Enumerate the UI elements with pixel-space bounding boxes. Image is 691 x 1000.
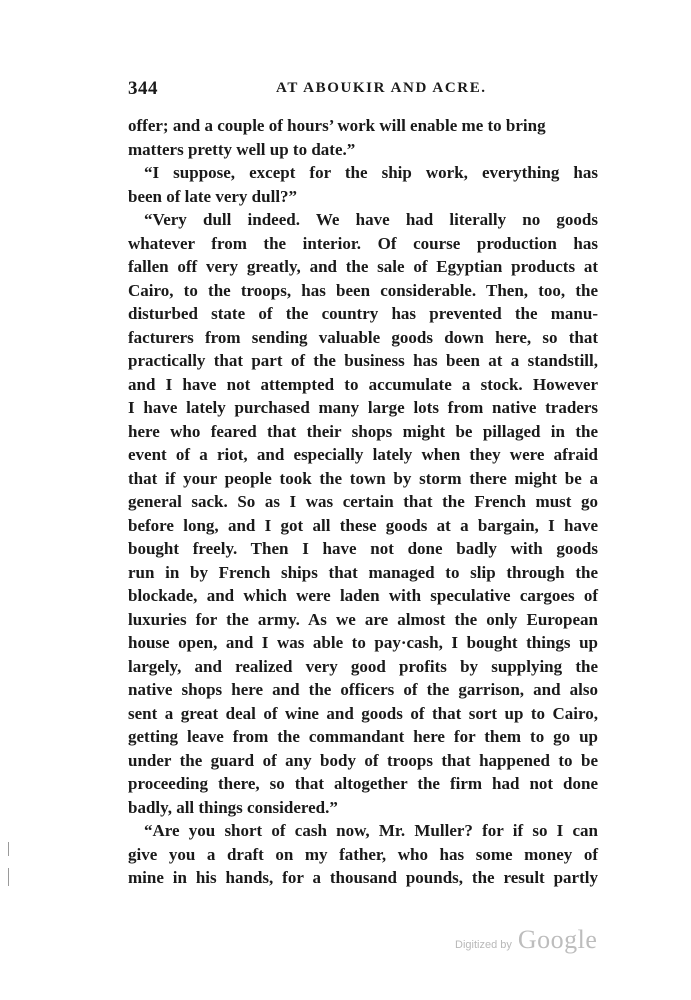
- text-line: under the guard of any body of troops that happened to be: [128, 750, 598, 770]
- running-title: AT ABOUKIR AND ACRE.: [276, 80, 487, 96]
- page-number: 344: [128, 78, 158, 99]
- text-line: badly, all things considered.”: [128, 797, 338, 817]
- text-line: run in by French ships that managed to slip through the: [128, 562, 598, 582]
- text-line: I have lately purchased many large lots from native traders: [128, 398, 598, 417]
- text-line: mine in his hands, for a thousand pounds, the result partly: [128, 868, 598, 887]
- text-line: native shops here and the officers of the garrison, and also: [128, 680, 598, 699]
- text-line: “Are you short of cash now, Mr. Muller? for if so I can: [144, 821, 598, 840]
- page-header: [128, 78, 598, 102]
- body-text: [128, 114, 598, 890]
- watermark-prefix: Digitized by: [455, 939, 512, 951]
- digitized-by-google-watermark: [455, 925, 597, 955]
- text-line: sent a great deal of wine and goods of that sort up to Cairo,: [128, 703, 598, 723]
- text-line: give you a draft on my father, who has some money of: [128, 844, 598, 864]
- text-line: facturers from sending valuable goods down here, so that: [128, 327, 598, 347]
- text-line: blockade, and which were laden with speculative cargoes of: [128, 586, 598, 605]
- scan-margin-mark: [8, 842, 9, 856]
- text-line: event of a riot, and especially lately when they were afraid: [128, 445, 598, 464]
- text-line: practically that part of the business has been at a standstill,: [128, 351, 598, 370]
- text-line: disturbed state of the country has prevented the manu-: [128, 304, 598, 323]
- text-line: getting leave from the commandant here for them to go up: [128, 727, 598, 746]
- text-line: house open, and I was able to pay·cash, I bought things up: [128, 633, 598, 652]
- google-logo: Google: [517, 925, 598, 954]
- text-line: “I suppose, except for the ship work, everything has: [144, 163, 598, 182]
- text-line: that if your people took the town by storm there might be a: [128, 468, 598, 488]
- text-line: offer; and a couple of hours’ work will enable me to bring: [128, 116, 546, 135]
- text-line: here who feared that their shops might be pillaged in the: [128, 421, 598, 441]
- text-line: proceeding there, so that altogether the firm had not done: [128, 774, 598, 793]
- text-line: luxuries for the army. As we are almost the only European: [128, 609, 598, 629]
- text-line: Cairo, to the troops, has been considerable. Then, too, the: [128, 280, 598, 300]
- text-line: largely, and realized very good profits by supplying the: [128, 656, 598, 676]
- text-line: and I have not attempted to accumulate a stock. However: [128, 374, 598, 394]
- text-line: general sack. So as I was certain that the French must go: [128, 492, 598, 511]
- scan-margin-mark: [8, 868, 9, 886]
- text-line: fallen off very greatly, and the sale of Egyptian products at: [128, 257, 598, 276]
- text-line: matters pretty well up to date.”: [128, 139, 356, 159]
- text-line: been of late very dull?”: [128, 186, 298, 206]
- text-line: whatever from the interior. Of course production has: [128, 233, 598, 253]
- text-line: before long, and I got all these goods at a bargain, I have: [128, 515, 598, 535]
- text-line: “Very dull indeed. We have had literally no goods: [144, 210, 598, 229]
- text-line: bought freely. Then I have not done badly with goods: [128, 539, 598, 558]
